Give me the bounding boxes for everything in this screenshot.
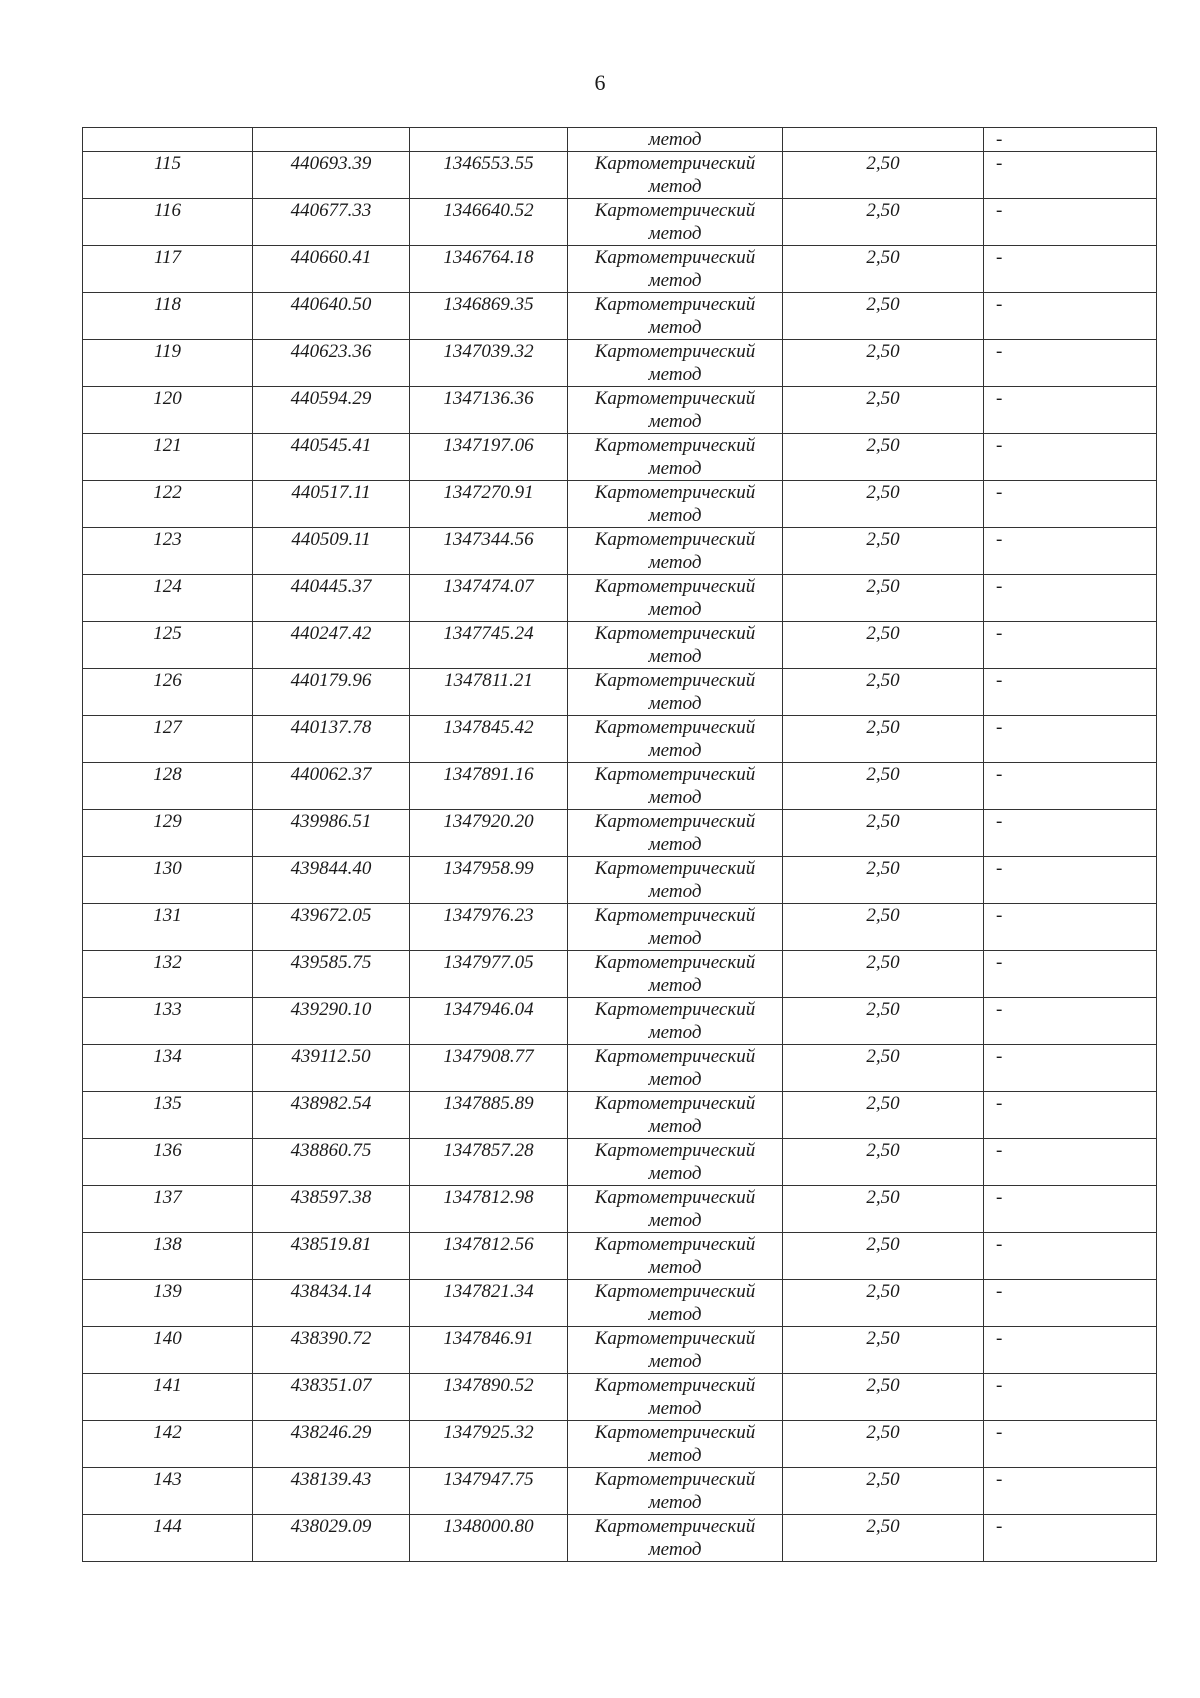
method-line-2: метод — [648, 1210, 702, 1231]
cell-x-coordinate: 440545.41 — [253, 434, 410, 481]
cell-note: - — [984, 951, 1157, 998]
method-line-1: Картометрический — [594, 999, 756, 1020]
table-row — [83, 246, 1157, 293]
cell-x-coordinate: 440509.11 — [253, 528, 410, 575]
cell-note: - — [984, 763, 1157, 810]
method-line-1: Картометрический — [594, 717, 756, 738]
cell-note: - — [984, 293, 1157, 340]
cell-accuracy: 2,50 — [783, 763, 984, 810]
table-row — [83, 1468, 1157, 1515]
method-line-1: Картометрический — [594, 1234, 756, 1255]
table-row — [83, 528, 1157, 575]
method-line-2: метод — [648, 317, 702, 338]
method-line-2: метод — [648, 1163, 702, 1184]
cell-accuracy: 2,50 — [783, 1280, 984, 1327]
method-line-2: метод — [648, 364, 702, 385]
cell-note: - — [984, 1374, 1157, 1421]
method-line-1: Картометрический — [594, 1469, 756, 1490]
cell-method — [568, 199, 783, 246]
method-line-1: Картометрический — [594, 1516, 756, 1537]
cell-x-coordinate: 439986.51 — [253, 810, 410, 857]
cell-method — [568, 998, 783, 1045]
cell-method — [568, 1139, 783, 1186]
cell-point-number: 138 — [83, 1233, 253, 1280]
cell-point-number: 132 — [83, 951, 253, 998]
cell-method — [568, 669, 783, 716]
table-row — [83, 951, 1157, 998]
method-line-2: метод — [648, 176, 702, 197]
cell-point-number: 137 — [83, 1186, 253, 1233]
method-line-2: метод — [648, 1022, 702, 1043]
method-line-2: метод — [648, 1257, 702, 1278]
cell-accuracy: 2,50 — [783, 340, 984, 387]
cell-note: - — [984, 1327, 1157, 1374]
cell-note: - — [984, 1233, 1157, 1280]
cell-note: - — [984, 199, 1157, 246]
method-line-1: Картометрический — [594, 153, 756, 174]
method-line-2: метод — [648, 928, 702, 949]
method-line-1: Картометрический — [594, 905, 756, 926]
cell-accuracy: 2,50 — [783, 387, 984, 434]
cell-y-coordinate: 1347977.05 — [410, 951, 568, 998]
cell-accuracy: 2,50 — [783, 246, 984, 293]
table-row — [83, 434, 1157, 481]
method-line-2: метод — [648, 881, 702, 902]
method-line-2: метод — [648, 505, 702, 526]
cell-point-number: 126 — [83, 669, 253, 716]
cell-y-coordinate: 1347812.98 — [410, 1186, 568, 1233]
cell-note: - — [984, 528, 1157, 575]
method-line-2: метод — [648, 1069, 702, 1090]
cell-note: - — [984, 857, 1157, 904]
cell-note: - — [984, 904, 1157, 951]
cell-accuracy: 2,50 — [783, 293, 984, 340]
method-line-2: метод — [648, 1116, 702, 1137]
method-line-2: метод — [648, 411, 702, 432]
cell-note: - — [984, 1139, 1157, 1186]
cell-y-coordinate: 1347947.75 — [410, 1468, 568, 1515]
cell-method — [568, 1327, 783, 1374]
cell-x-coordinate: 440640.50 — [253, 293, 410, 340]
cell-note: - — [984, 669, 1157, 716]
cell-point-number: 134 — [83, 1045, 253, 1092]
cell-method — [568, 904, 783, 951]
table-row — [83, 387, 1157, 434]
cell-y-coordinate: 1347344.56 — [410, 528, 568, 575]
cell-x-coordinate: 440247.42 — [253, 622, 410, 669]
cell-method: метод — [568, 128, 783, 152]
cell-accuracy: 2,50 — [783, 1327, 984, 1374]
cell-accuracy: 2,50 — [783, 716, 984, 763]
method-line-2: метод — [648, 1539, 702, 1560]
cell-method — [568, 1421, 783, 1468]
cell-point-number: 127 — [83, 716, 253, 763]
table-row — [83, 199, 1157, 246]
method-line-1: Картометрический — [594, 247, 756, 268]
cell-method — [568, 1233, 783, 1280]
cell-point-number — [83, 128, 253, 152]
method-line-2: метод — [648, 834, 702, 855]
cell-x-coordinate: 440137.78 — [253, 716, 410, 763]
table-row-continuation — [83, 128, 1157, 152]
method-line-2: метод — [648, 223, 702, 244]
method-line-2: метод — [648, 1304, 702, 1325]
table-row — [83, 1374, 1157, 1421]
table-row — [83, 904, 1157, 951]
cell-y-coordinate: 1347474.07 — [410, 575, 568, 622]
cell-point-number: 143 — [83, 1468, 253, 1515]
cell-point-number: 120 — [83, 387, 253, 434]
cell-y-coordinate: 1347958.99 — [410, 857, 568, 904]
cell-y-coordinate: 1347885.89 — [410, 1092, 568, 1139]
method-line-1: Картометрический — [594, 341, 756, 362]
cell-y-coordinate: 1347136.36 — [410, 387, 568, 434]
cell-y-coordinate: 1347920.20 — [410, 810, 568, 857]
cell-method — [568, 1468, 783, 1515]
method-line-2: метод — [648, 1351, 702, 1372]
cell-method — [568, 716, 783, 763]
cell-point-number: 136 — [83, 1139, 253, 1186]
cell-y-coordinate: 1347811.21 — [410, 669, 568, 716]
cell-x-coordinate: 438982.54 — [253, 1092, 410, 1139]
method-line-1: Картометрический — [594, 435, 756, 456]
cell-accuracy: 2,50 — [783, 810, 984, 857]
table-row — [83, 1515, 1157, 1562]
table-row — [83, 1233, 1157, 1280]
method-line-1: Картометрический — [594, 200, 756, 221]
method-line-2: метод — [648, 458, 702, 479]
method-line-1: Картометрический — [594, 1328, 756, 1349]
cell-accuracy: 2,50 — [783, 1092, 984, 1139]
method-line-1: Картометрический — [594, 1422, 756, 1443]
cell-note: - — [984, 1186, 1157, 1233]
cell-method — [568, 340, 783, 387]
cell-x-coordinate: 438029.09 — [253, 1515, 410, 1562]
cell-y-coordinate: 1347845.42 — [410, 716, 568, 763]
cell-y-coordinate: 1347857.28 — [410, 1139, 568, 1186]
table-row — [83, 669, 1157, 716]
cell-y-coordinate: 1346640.52 — [410, 199, 568, 246]
cell-x-coordinate: 440693.39 — [253, 152, 410, 199]
cell-point-number: 116 — [83, 199, 253, 246]
cell-point-number: 142 — [83, 1421, 253, 1468]
cell-y-coordinate: 1347890.52 — [410, 1374, 568, 1421]
cell-point-number: 125 — [83, 622, 253, 669]
cell-point-number: 119 — [83, 340, 253, 387]
cell-y-coordinate: 1347039.32 — [410, 340, 568, 387]
method-line-2: метод — [648, 270, 702, 291]
cell-y-coordinate: 1347270.91 — [410, 481, 568, 528]
table-row — [83, 763, 1157, 810]
method-line-2: метод — [648, 1492, 702, 1513]
cell-accuracy: 2,50 — [783, 1468, 984, 1515]
cell-accuracy: 2,50 — [783, 1045, 984, 1092]
cell-point-number: 115 — [83, 152, 253, 199]
cell-note: - — [984, 810, 1157, 857]
table-row — [83, 622, 1157, 669]
method-line-1: Картометрический — [594, 1187, 756, 1208]
cell-accuracy: 2,50 — [783, 622, 984, 669]
cell-x-coordinate: 439672.05 — [253, 904, 410, 951]
page-number: 6 — [594, 70, 606, 95]
cell-method — [568, 1515, 783, 1562]
table-row — [83, 1421, 1157, 1468]
cell-note: - — [984, 1045, 1157, 1092]
method-line-1: Картометрический — [594, 1281, 756, 1302]
method-line-1: Картометрический — [594, 576, 756, 597]
coordinates-table — [82, 127, 1157, 1562]
table-row — [83, 1045, 1157, 1092]
method-line-1: Картометрический — [594, 858, 756, 879]
cell-accuracy: 2,50 — [783, 998, 984, 1045]
cell-accuracy: 2,50 — [783, 951, 984, 998]
cell-method — [568, 434, 783, 481]
cell-note: - — [984, 152, 1157, 199]
cell-accuracy: 2,50 — [783, 669, 984, 716]
cell-note: - — [984, 1421, 1157, 1468]
cell-note: - — [984, 246, 1157, 293]
cell-x-coordinate: 439844.40 — [253, 857, 410, 904]
table-row — [83, 575, 1157, 622]
method-line-1: Картометрический — [594, 1093, 756, 1114]
method-line-2: метод — [648, 1398, 702, 1419]
cell-y-coordinate: 1347812.56 — [410, 1233, 568, 1280]
method-line-1: Картометрический — [594, 670, 756, 691]
cell-accuracy — [783, 128, 984, 152]
method-line-2: метод — [648, 693, 702, 714]
cell-method — [568, 152, 783, 199]
cell-method — [568, 293, 783, 340]
cell-note: - — [984, 998, 1157, 1045]
cell-method — [568, 481, 783, 528]
cell-accuracy: 2,50 — [783, 1139, 984, 1186]
cell-point-number: 131 — [83, 904, 253, 951]
cell-x-coordinate — [253, 128, 410, 152]
cell-point-number: 128 — [83, 763, 253, 810]
cell-point-number: 121 — [83, 434, 253, 481]
cell-note: - — [984, 1280, 1157, 1327]
cell-accuracy: 2,50 — [783, 575, 984, 622]
cell-y-coordinate: 1346553.55 — [410, 152, 568, 199]
cell-y-coordinate: 1346764.18 — [410, 246, 568, 293]
cell-point-number: 123 — [83, 528, 253, 575]
cell-point-number: 140 — [83, 1327, 253, 1374]
method-line-2: метод — [648, 599, 702, 620]
method-line-2: метод — [648, 975, 702, 996]
cell-accuracy: 2,50 — [783, 1421, 984, 1468]
cell-x-coordinate: 438246.29 — [253, 1421, 410, 1468]
cell-note: - — [984, 622, 1157, 669]
cell-x-coordinate: 440623.36 — [253, 340, 410, 387]
cell-method — [568, 1045, 783, 1092]
cell-x-coordinate: 438434.14 — [253, 1280, 410, 1327]
method-line-1: Картометрический — [594, 294, 756, 315]
cell-x-coordinate: 438519.81 — [253, 1233, 410, 1280]
cell-method — [568, 1186, 783, 1233]
cell-method — [568, 575, 783, 622]
cell-x-coordinate: 440594.29 — [253, 387, 410, 434]
cell-y-coordinate: 1347976.23 — [410, 904, 568, 951]
method-line-1: Картометрический — [594, 482, 756, 503]
cell-note: - — [984, 575, 1157, 622]
table-row — [83, 1186, 1157, 1233]
cell-accuracy: 2,50 — [783, 152, 984, 199]
cell-accuracy: 2,50 — [783, 1374, 984, 1421]
table-row — [83, 1327, 1157, 1374]
cell-accuracy: 2,50 — [783, 857, 984, 904]
cell-accuracy: 2,50 — [783, 434, 984, 481]
cell-x-coordinate: 439112.50 — [253, 1045, 410, 1092]
method-line-2: метод — [648, 552, 702, 573]
table-row — [83, 340, 1157, 387]
method-line-1: Картометрический — [594, 811, 756, 832]
cell-x-coordinate: 439585.75 — [253, 951, 410, 998]
method-line-1: Картометрический — [594, 764, 756, 785]
table-row — [83, 481, 1157, 528]
cell-method — [568, 857, 783, 904]
cell-note: - — [984, 387, 1157, 434]
cell-accuracy: 2,50 — [783, 199, 984, 246]
table-row — [83, 1092, 1157, 1139]
cell-method — [568, 622, 783, 669]
cell-point-number: 122 — [83, 481, 253, 528]
method-line-2: метод — [648, 1445, 702, 1466]
cell-accuracy: 2,50 — [783, 904, 984, 951]
cell-y-coordinate: 1347745.24 — [410, 622, 568, 669]
cell-y-coordinate: 1347925.32 — [410, 1421, 568, 1468]
cell-method — [568, 1280, 783, 1327]
cell-note: - — [984, 481, 1157, 528]
cell-y-coordinate: 1347946.04 — [410, 998, 568, 1045]
table-row — [83, 810, 1157, 857]
cell-x-coordinate: 440445.37 — [253, 575, 410, 622]
method-line-1: Картометрический — [594, 952, 756, 973]
cell-x-coordinate: 438860.75 — [253, 1139, 410, 1186]
cell-x-coordinate: 440517.11 — [253, 481, 410, 528]
cell-y-coordinate: 1347846.91 — [410, 1327, 568, 1374]
table-body — [83, 128, 1157, 1562]
cell-x-coordinate: 438139.43 — [253, 1468, 410, 1515]
cell-method — [568, 810, 783, 857]
cell-point-number: 124 — [83, 575, 253, 622]
cell-method — [568, 1092, 783, 1139]
method-line-1: Картометрический — [594, 1375, 756, 1396]
method-line-2: метод — [648, 646, 702, 667]
cell-y-coordinate: 1347821.34 — [410, 1280, 568, 1327]
cell-point-number: 139 — [83, 1280, 253, 1327]
cell-point-number: 129 — [83, 810, 253, 857]
cell-note: - — [984, 1092, 1157, 1139]
cell-note: - — [984, 128, 1157, 152]
cell-x-coordinate: 440062.37 — [253, 763, 410, 810]
cell-y-coordinate — [410, 128, 568, 152]
cell-note: - — [984, 716, 1157, 763]
cell-accuracy: 2,50 — [783, 528, 984, 575]
cell-y-coordinate: 1348000.80 — [410, 1515, 568, 1562]
method-line-1: Картометрический — [594, 623, 756, 644]
cell-y-coordinate: 1347908.77 — [410, 1045, 568, 1092]
cell-y-coordinate: 1347197.06 — [410, 434, 568, 481]
cell-note: - — [984, 1468, 1157, 1515]
method-line-1: Картометрический — [594, 1046, 756, 1067]
cell-method — [568, 246, 783, 293]
table-row — [83, 716, 1157, 763]
cell-point-number: 133 — [83, 998, 253, 1045]
cell-x-coordinate: 440677.33 — [253, 199, 410, 246]
table-row — [83, 857, 1157, 904]
method-line-2: метод — [648, 787, 702, 808]
cell-point-number: 135 — [83, 1092, 253, 1139]
cell-x-coordinate: 440179.96 — [253, 669, 410, 716]
cell-y-coordinate: 1347891.16 — [410, 763, 568, 810]
table-row — [83, 1139, 1157, 1186]
table-row — [83, 1280, 1157, 1327]
table-row — [83, 152, 1157, 199]
cell-method — [568, 951, 783, 998]
cell-method — [568, 1374, 783, 1421]
method-line-1: Картометрический — [594, 388, 756, 409]
cell-point-number: 144 — [83, 1515, 253, 1562]
cell-method — [568, 387, 783, 434]
method-line-1: Картометрический — [594, 1140, 756, 1161]
cell-point-number: 141 — [83, 1374, 253, 1421]
cell-y-coordinate: 1346869.35 — [410, 293, 568, 340]
method-line-2: метод — [648, 740, 702, 761]
cell-accuracy: 2,50 — [783, 1186, 984, 1233]
cell-x-coordinate: 438597.38 — [253, 1186, 410, 1233]
cell-note: - — [984, 340, 1157, 387]
cell-accuracy: 2,50 — [783, 1233, 984, 1280]
cell-accuracy: 2,50 — [783, 1515, 984, 1562]
method-line-1: Картометрический — [594, 529, 756, 550]
cell-x-coordinate: 440660.41 — [253, 246, 410, 293]
cell-method — [568, 528, 783, 575]
cell-point-number: 130 — [83, 857, 253, 904]
cell-x-coordinate: 438351.07 — [253, 1374, 410, 1421]
table-row — [83, 293, 1157, 340]
cell-note: - — [984, 434, 1157, 481]
table-row — [83, 998, 1157, 1045]
cell-x-coordinate: 438390.72 — [253, 1327, 410, 1374]
cell-note: - — [984, 1515, 1157, 1562]
cell-point-number: 117 — [83, 246, 253, 293]
cell-point-number: 118 — [83, 293, 253, 340]
cell-x-coordinate: 439290.10 — [253, 998, 410, 1045]
cell-accuracy: 2,50 — [783, 481, 984, 528]
cell-method — [568, 763, 783, 810]
